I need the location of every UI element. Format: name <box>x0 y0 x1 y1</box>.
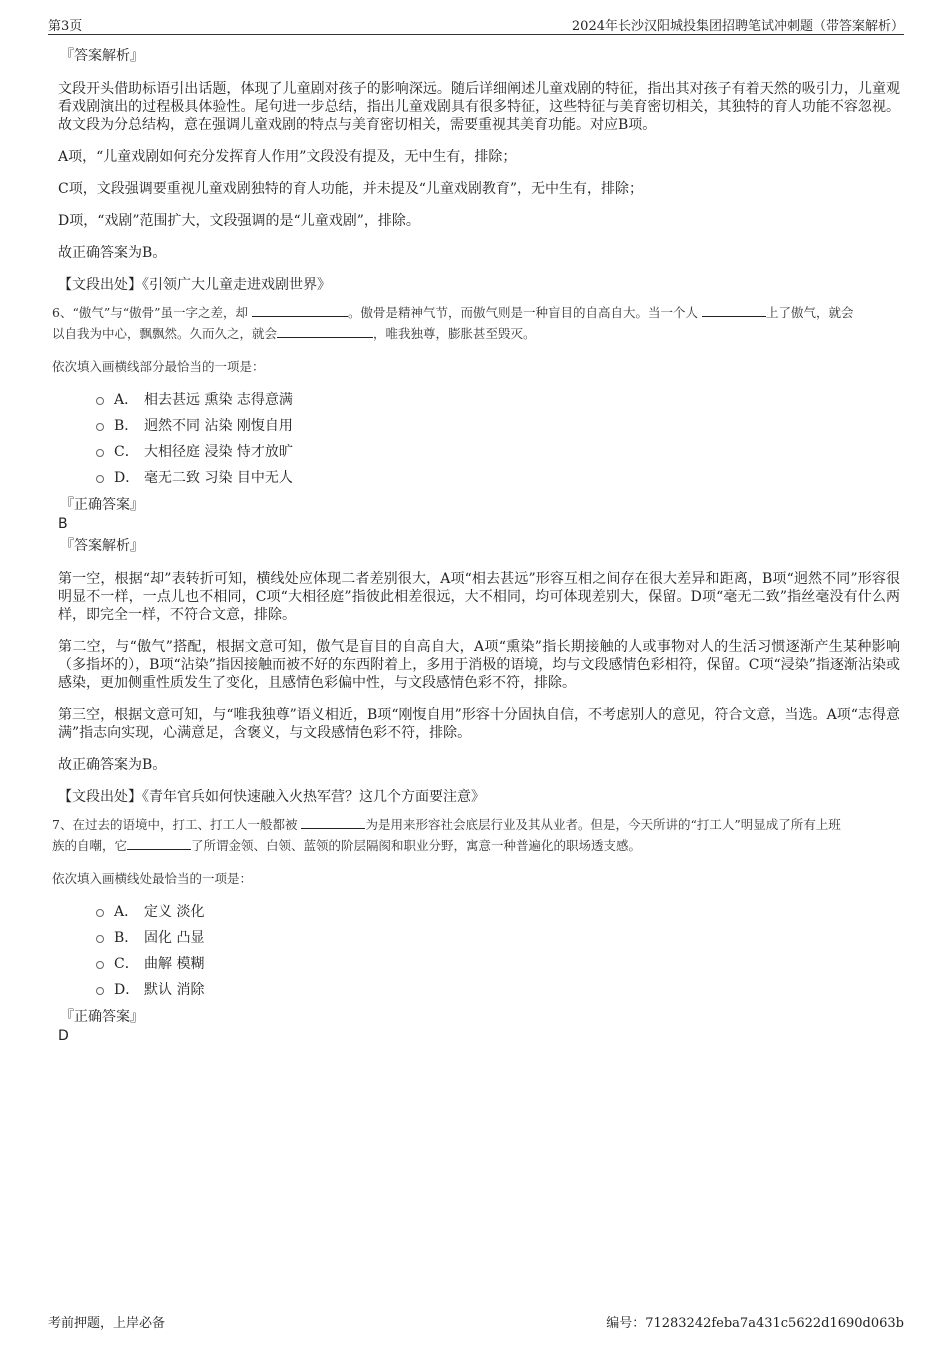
conclusion: 故正确答案为B。 <box>58 757 167 773</box>
options-list <box>58 387 900 491</box>
fill-blank <box>277 324 373 338</box>
footer-slogan: 考前押题，上岸必备 <box>48 1316 166 1331</box>
fill-blank <box>252 303 348 317</box>
question-number: 7、 <box>52 817 73 832</box>
answer-label: 『正确答案』 <box>60 497 144 513</box>
document-title: 2024年长沙汉阳城投集团招聘笔试冲刺题（带答案解析） <box>571 19 904 34</box>
option-a[interactable]: A． 相去甚远 熏染 志得意满 <box>96 387 900 413</box>
option-b[interactable]: B． 固化 凸显 <box>96 925 900 951</box>
analysis-label: 『答案解析』 <box>60 48 144 64</box>
option-d[interactable]: D． 默认 消除 <box>96 977 900 1003</box>
question-prompt: 依次填入画横线处最恰当的一项是： <box>52 871 253 886</box>
question-6-stem: 6、“傲气”与“傲骨”虽一字之差，却 。傲骨是精神气节，而傲气则是一种盲目的自高自大。当一个人 上了傲气，就会 以自我为中心，飘飘然。久而久之，就会 ，唯我独尊，膨胀甚至毁灭。 <box>52 305 854 341</box>
fill-blank <box>301 815 365 829</box>
radio-icon[interactable] <box>96 987 104 995</box>
option-d[interactable]: D． 毫无二致 习染 目中无人 <box>96 465 900 491</box>
option-b[interactable]: B． 迥然不同 沾染 刚愎自用 <box>96 413 900 439</box>
radio-icon[interactable] <box>96 423 104 431</box>
option-a[interactable]: A． 定义 淡化 <box>96 899 900 925</box>
radio-icon[interactable] <box>96 961 104 969</box>
document-code: 编号：71283242feba7a431c5622d1690d063b <box>606 1316 904 1331</box>
fill-blank <box>702 303 766 317</box>
conclusion: 故正确答案为B。 <box>58 245 167 261</box>
fill-blank <box>127 836 191 850</box>
question-7-stem: 7、在过去的语境中，打工、打工人一般都被 为是用来形容社会底层行业及其从业者。但是，今天所讲的“打工人”明显成了所有上班 族的自嘲，它 了所谓金领、白领、蓝领的阶层隔阂和职业分野，寓意一种普遍化的职场透支感。 <box>52 817 841 853</box>
page-footer <box>48 1312 904 1330</box>
analysis-paragraph: 第一空，根据“却”表转折可知，横线处应体现二者差别很大，A项“相去甚远”形容互相之间存在很大差异和距离，B项“迥然不同”形容很明显不一样，一点儿也不相同，C项“大相径庭”指彼此相差很远，大不相同，均可体现差别大，保留。D项“毫无二致”指丝毫没有什么两样，即完全一样，不符合文意，排除。 <box>58 571 900 623</box>
options-list <box>58 899 900 1003</box>
source: 【文段出处】《引领广大儿童走进戏剧世界》 <box>58 277 331 293</box>
option-c[interactable]: C． 大相径庭 浸染 恃才放旷 <box>96 439 900 465</box>
source: 【文段出处】《青年官兵如何快速融入火热军营？这几个方面要注意》 <box>58 789 485 805</box>
question-7 <box>52 814 900 1045</box>
radio-icon[interactable] <box>96 935 104 943</box>
analysis-option-c: C项，文段强调要重视儿童戏剧独特的育人功能，并未提及“儿童戏剧教育”，无中生有，排除； <box>58 181 644 197</box>
answer-value: B <box>58 516 68 532</box>
radio-icon[interactable] <box>96 397 104 405</box>
page-number: 第3页 <box>48 19 83 34</box>
analysis-option-d: D项，“戏剧”范围扩大，文段强调的是“儿童戏剧”，排除。 <box>58 213 420 229</box>
question-6 <box>52 302 900 806</box>
answer-value: D <box>58 1028 69 1044</box>
page-content <box>52 46 900 1045</box>
analysis-paragraph: 第二空，与“傲气”搭配，根据文意可知，傲气是盲目的自高自大，A项“熏染”指长期接触的人或事物对人的生活习惯逐渐产生某种影响（多指坏的），B项“沾染”指因接触而被不好的东西附着上，多用于消极的语境，均与文段感情色彩相符，保留。C项“浸染”指逐渐沾染或感染，更加侧重性质发生了变化，且感情色彩偏中性，与文段感情色彩不符，排除。 <box>58 639 900 691</box>
analysis-option-a: A项，“儿童戏剧如何充分发挥育人作用”文段没有提及，无中生有，排除； <box>58 149 517 165</box>
analysis-paragraph: 文段开头借助标语引出话题，体现了儿童剧对孩子的影响深远。随后详细阐述儿童戏剧的特征，指出其对孩子有着天然的吸引力，儿童观看戏剧演出的过程极具体验性。尾句进一步总结，指出儿童戏剧具有很多特征，这些特征与美育密切相关，其独特的育人功能不容忽视。故文段为分总结构，意在强调儿童戏剧的特点与美育密切相关，需要重视其美育功能。对应B项。 <box>58 81 900 133</box>
radio-icon[interactable] <box>96 909 104 917</box>
radio-icon[interactable] <box>96 475 104 483</box>
page-header <box>48 14 904 35</box>
answer-label: 『正确答案』 <box>60 1009 144 1025</box>
analysis-label: 『答案解析』 <box>60 538 144 554</box>
analysis-paragraph: 第三空，根据文意可知，与“唯我独尊”语义相近，B项“刚愎自用”形容十分固执自信，不考虑别人的意见，符合文意，当选。A项“志得意满”指志向实现，心满意足，含褒义，与文段感情色彩不符，排除。 <box>58 707 900 741</box>
question-number: 6、 <box>52 305 73 320</box>
radio-icon[interactable] <box>96 449 104 457</box>
question-prompt: 依次填入画横线部分最恰当的一项是： <box>52 359 265 374</box>
option-c[interactable]: C． 曲解 模糊 <box>96 951 900 977</box>
